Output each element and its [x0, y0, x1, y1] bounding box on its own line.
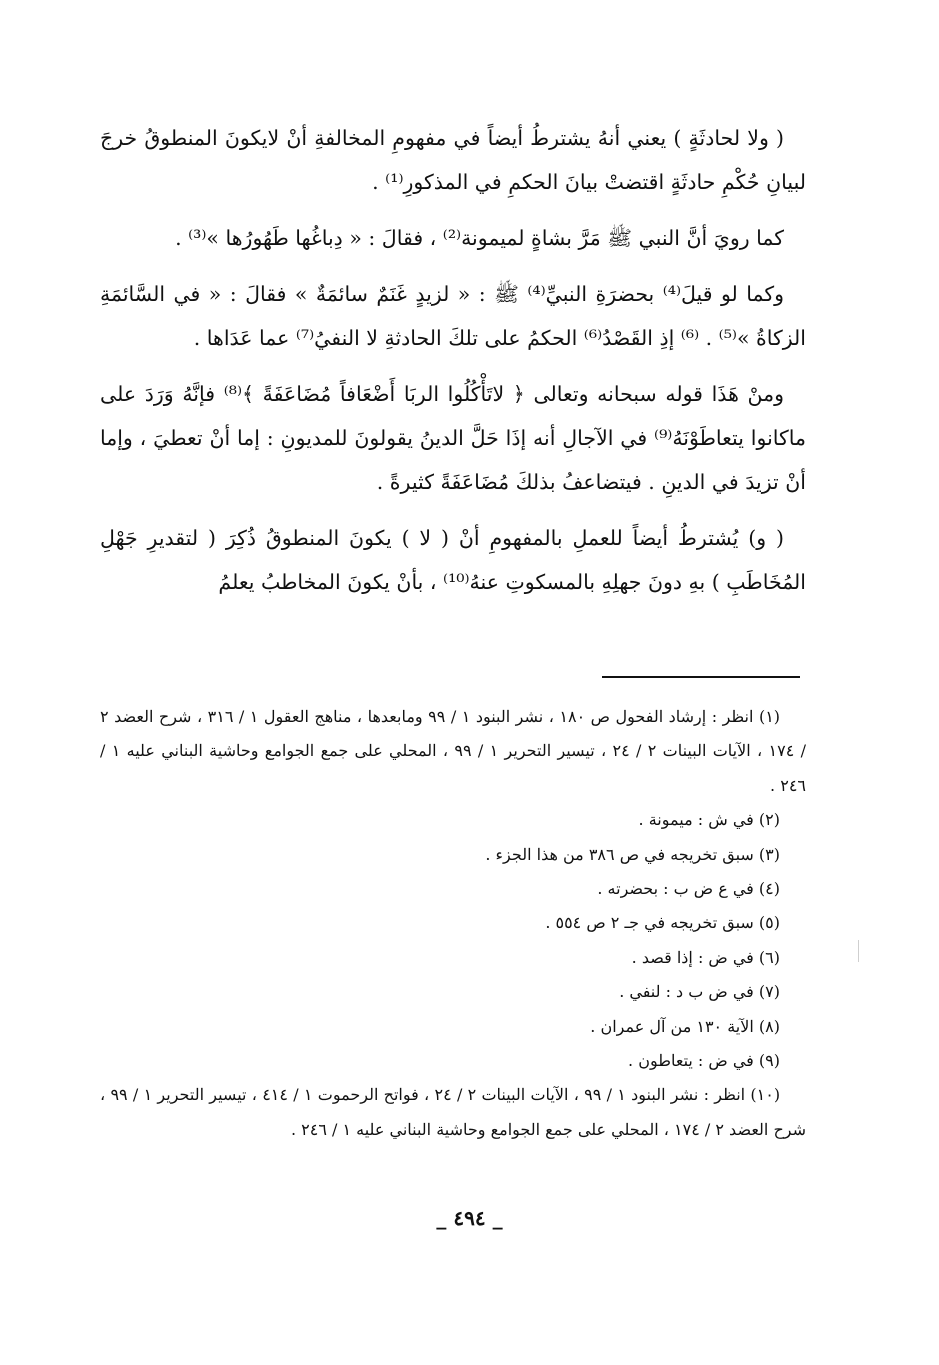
footnote-10: (١٠) انظر : نشر البنود ١ / ٩٩ ، الآيات البينات ٢ / ٢٤ ، فواتح الرحموت ١ / ٤١٤ ، تيسير التحرير ١ / ٩٩ ، شرح العضد ٢ / ١٧٤ ، المحلي على جمع الجوامع وحاشية البناني عليه ١ / ٢٤٦ .	[100, 1085, 806, 1139]
footnote-6: (٦) في ض : إذا قصد .	[631, 947, 780, 967]
paragraph-3: وكما لو قيلَ⁽⁴⁾ بحضرَةِ النبيِّ⁽⁴⁾ ﷺ : « لزيدٍ غَنَمٌ سائمَةٌ » فقالَ : « في السَّائمَةِ الزكاةُ »⁽⁵⁾ . ⁽⁶⁾ إذِ القَصْدُ⁽⁶⁾ الحكمُ على تلكَ الحادثةِ لا النفيُ⁽⁷⁾ عما عَدَاها .	[100, 282, 806, 350]
footnote-4: (٤) في ع ض ب : بحضرته .	[597, 879, 780, 899]
main-text	[100, 116, 806, 610]
paragraph-4: ومنْ هَذَا قوله سبحانه وتعالى ﴿ لاتَأْكُلُوا الربَا أَضْعَافاً مُضَاعَفَةً ﴾⁽⁸⁾ فإنَّهُ وَرَدَ على ماكانوا يتعاطَوْنَهُ⁽⁹⁾ في الآجالِ أنه إذَا حَلَّ الدينُ يقولونَ للمديونِ : إما أنْ تعطيَ ، وإما أنْ تزيدَ في الدينِ . فيتضاعفُ بذلكَ مُضَاعَفَةً كثيرةً .	[100, 382, 807, 494]
page-number: _ ٤٩٤ _	[436, 1206, 503, 1230]
footnotes	[100, 700, 806, 1147]
paragraph-1: ( ولا لحادثَةٍ ) يعني أنهُ يشترطُ أيضاً في مفهومِ المخالفةِ أنْ لايكونَ المنطوقُ خرجَ لبيانِ حُكْمِ حادثَةٍ اقتضتْ بيانَ الحكمِ في المذكورِ⁽¹⁾ .	[100, 126, 806, 194]
paragraph-2: كما رويَ أنَّ النبي ﷺ مَرَّ بشاةٍ لميمونة⁽²⁾ ، فقالَ : « دِباغُها طَهُورُها »⁽³⁾ .	[175, 226, 784, 250]
footnote-2: (٢) في ش : ميمونة .	[638, 810, 780, 830]
footnote-1: (١) انظر : إرشاد الفحول ص ١٨٠ ، نشر البنود ١ / ٩٩ ومابعدها ، مناهج العقول ١ / ٣١٦ ، شرح العضد ٢ / ١٧٤ ، الآيات البينات ٢ / ٢٤ ، تيسير التحرير ١ / ٩٩ ، المحلي على جمع الجوامع وحاشية البناني عليه ١ / ٢٤٦ .	[100, 707, 806, 795]
footnote-9: (٩) في ض : يتعاطون .	[628, 1051, 780, 1071]
footnote-7: (٧) في ض ب د : لنفي .	[619, 982, 780, 1002]
footnote-5: (٥) سبق تخريجه في جـ ٢ ص ٥٥٤ .	[545, 913, 780, 933]
paragraph-5: ( و) يُشترطُ أيضاً للعملِ بالمفهومِ أنْ ( لا ) يكونَ المنطوقُ ذُكِرَ ( لتقديرِ جَهْلِ المُخَاطَبِ ) بهِ دونَ جهلِهِ بالمسكوتِ عنهُ⁽¹⁰⁾ ، بأنْ يكونَ المخاطبُ يعلمُ	[100, 526, 806, 594]
footnote-3: (٣) سبق تخريجه في ص ٣٨٦ من هذا الجزء .	[485, 844, 780, 864]
footnote-8: (٨) الآية ١٣٠ من آل عمران .	[590, 1016, 780, 1036]
margin-mark	[858, 940, 859, 962]
footnote-separator	[602, 676, 800, 678]
